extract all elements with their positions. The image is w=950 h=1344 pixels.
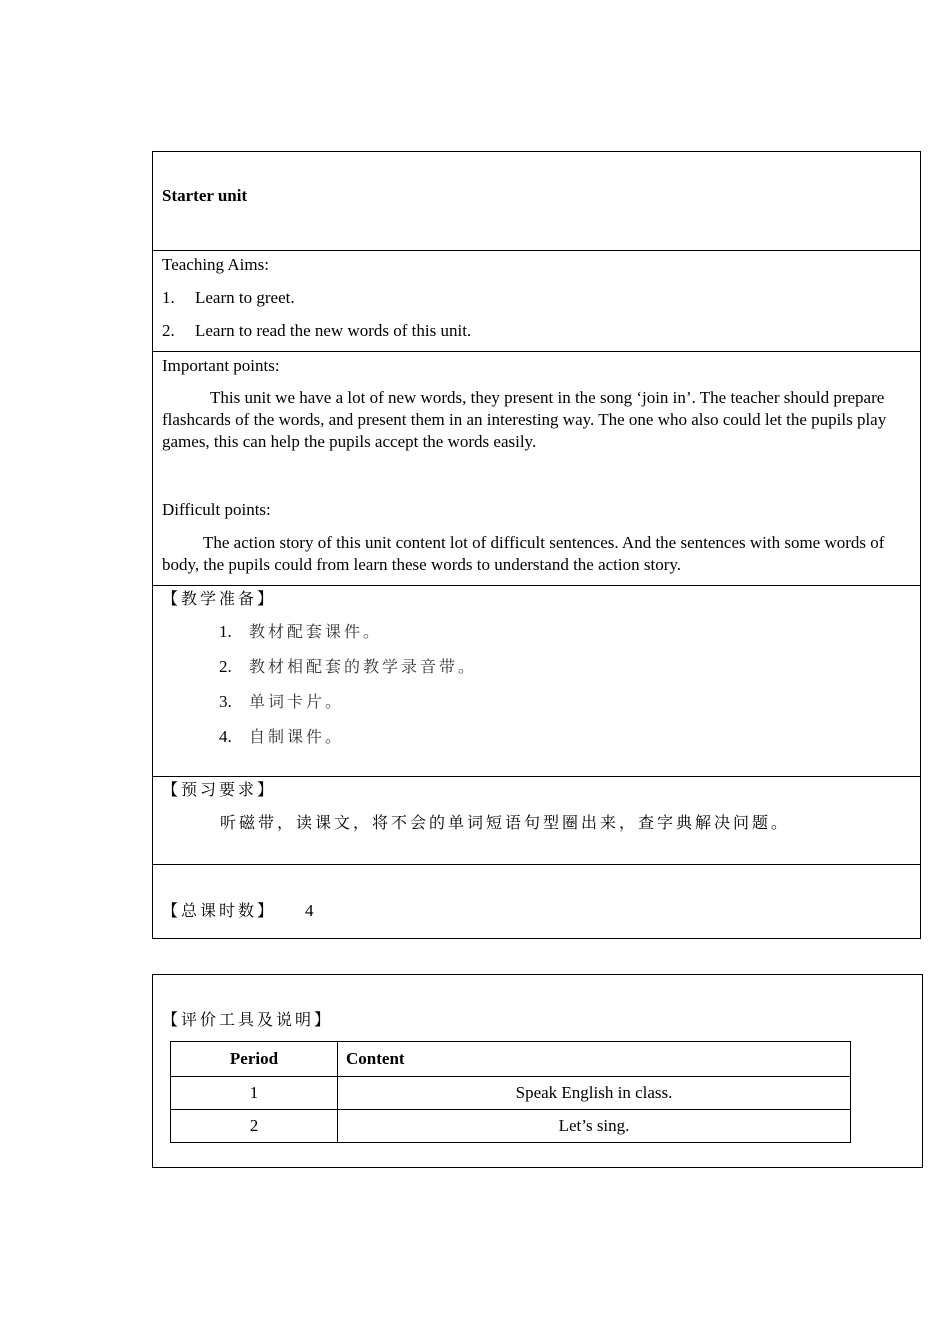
aim-item: Learn to read the new words of this unit. <box>195 321 472 340</box>
divider <box>153 776 920 777</box>
evaluation-table <box>170 1041 851 1143</box>
teaching-aims-heading: Teaching Aims: <box>162 255 269 274</box>
content-cell: Let’s sing. <box>338 1110 851 1143</box>
table-row <box>171 1110 851 1143</box>
aim-item: Learn to greet. <box>195 288 295 307</box>
column-header-period: Period <box>171 1042 338 1077</box>
prep-number: 2. <box>219 657 232 676</box>
important-points-heading: Important points: <box>162 356 280 375</box>
total-hours-heading: 【总课时数】 <box>162 901 277 920</box>
period-cell: 2 <box>171 1110 338 1143</box>
difficult-points-line: The action story of this unit content lot of difficult sentences. And the sentences with some words of <box>203 533 885 552</box>
preparation-heading: 【教学准备】 <box>162 589 277 608</box>
divider <box>153 250 920 251</box>
table-row <box>171 1077 851 1110</box>
preview-text: 听磁带，读课文，将不会的单词短语句型圈出来，查字典解决问题。 <box>220 813 791 832</box>
prep-number: 3. <box>219 692 232 711</box>
evaluation-heading: 【评价工具及说明】 <box>162 1010 334 1029</box>
divider <box>153 351 920 352</box>
important-points-line: flashcards of the words, and present them in an interesting way. The one who also could let the pupils play <box>162 410 887 429</box>
difficult-points-line: body, the pupils could from learn these words to understand the action story. <box>162 555 682 574</box>
important-points-line: games, this can help the pupils accept the words easily. <box>162 432 537 451</box>
evaluation-section <box>152 974 923 1168</box>
lesson-plan-table <box>152 151 921 939</box>
aim-number: 1. <box>162 288 175 307</box>
important-points-line: This unit we have a lot of new words, they present in the song ‘join in’. The teacher should prepare <box>210 388 885 407</box>
aim-number: 2. <box>162 321 175 340</box>
total-hours-value: 4 <box>305 901 314 920</box>
prep-number: 4. <box>219 727 232 746</box>
preview-heading: 【预习要求】 <box>162 780 277 799</box>
prep-item: 教材相配套的教学录音带。 <box>249 657 478 676</box>
period-cell: 1 <box>171 1077 338 1110</box>
column-header-content: Content <box>338 1042 851 1077</box>
difficult-points-heading: Difficult points: <box>162 500 271 519</box>
divider <box>153 864 920 865</box>
prep-number: 1. <box>219 622 232 641</box>
prep-item: 自制课件。 <box>249 727 345 746</box>
content-cell: Speak English in class. <box>338 1077 851 1110</box>
divider <box>153 585 920 586</box>
prep-item: 教材配套课件。 <box>249 622 383 641</box>
unit-title: Starter unit <box>162 186 248 205</box>
table-header-row <box>171 1042 851 1077</box>
prep-item: 单词卡片。 <box>249 692 345 711</box>
